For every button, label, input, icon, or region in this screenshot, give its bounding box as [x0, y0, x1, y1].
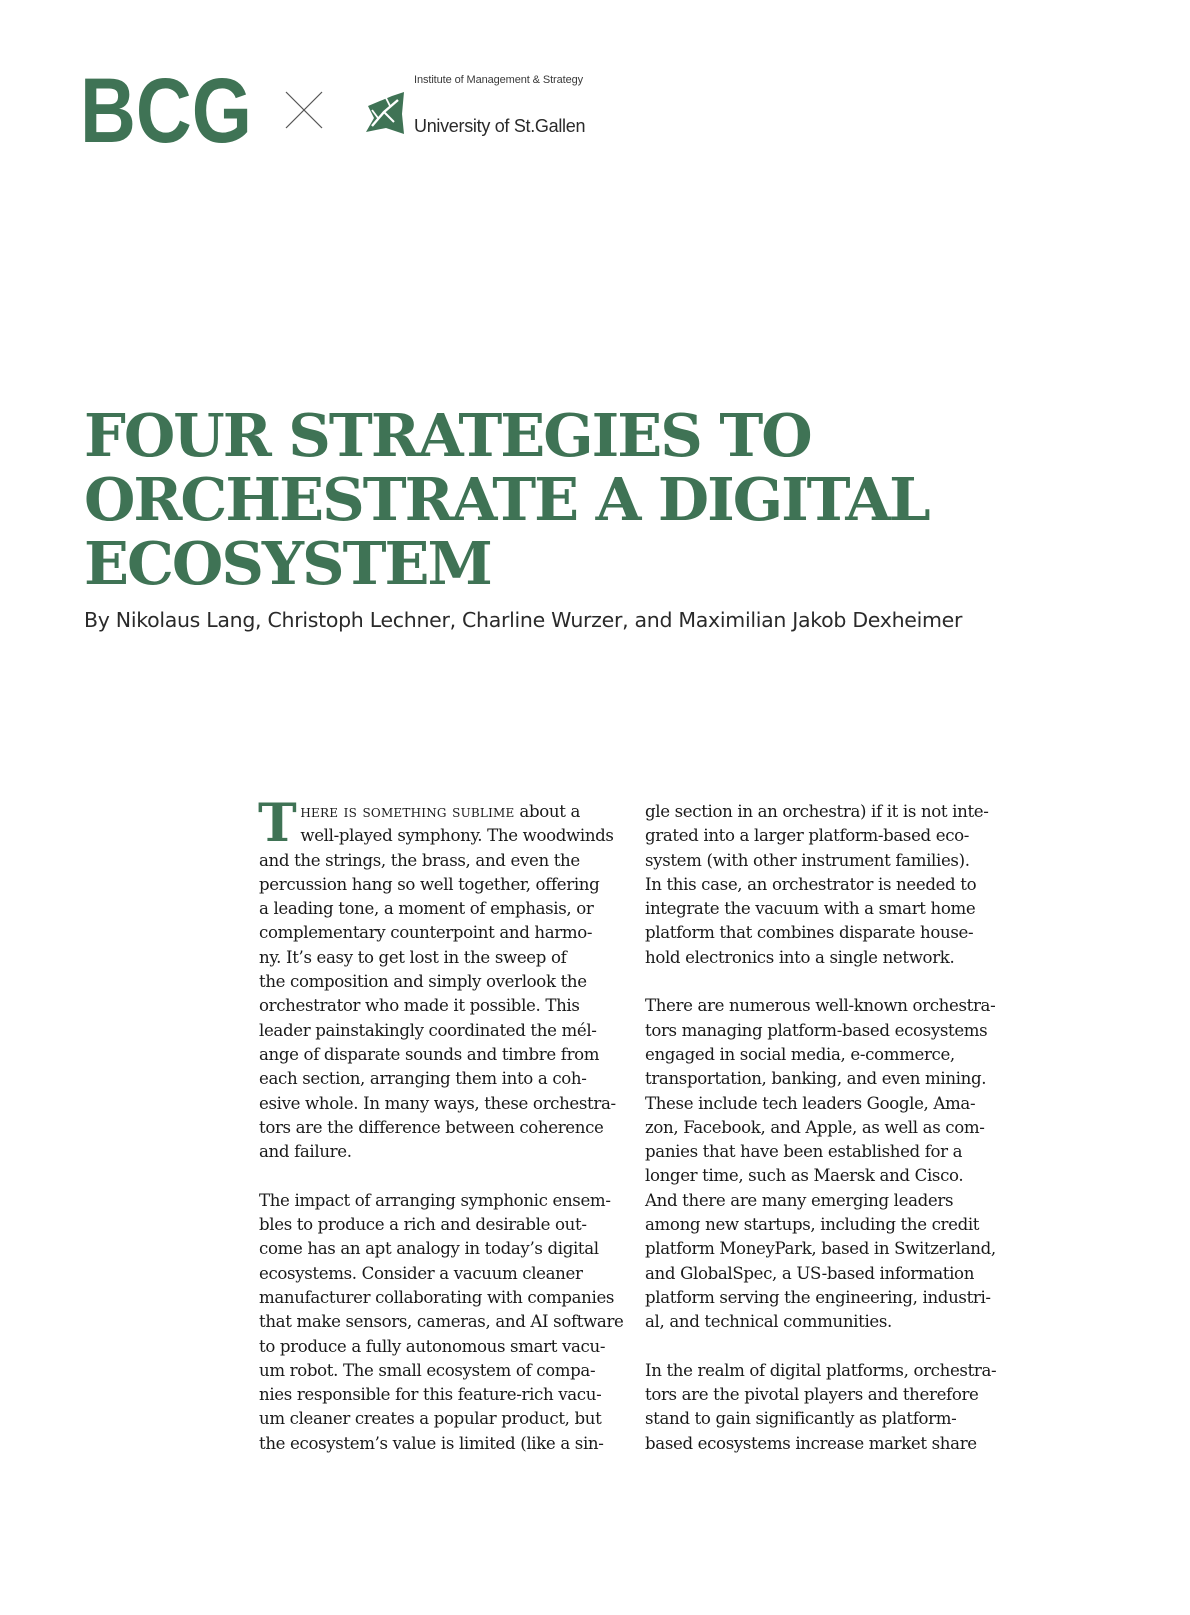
text-line: nies responsible for this feature-rich vacu- [259, 1385, 602, 1405]
body-column-right [645, 800, 1017, 1480]
text-line: tors are the pivotal players and therefore [645, 1385, 979, 1405]
logo-bar [80, 60, 604, 162]
bcg-logo [80, 60, 254, 162]
text-line: and the strings, the brass, and even the [259, 850, 580, 870]
text-line: zon, Facebook, and Apple, as well as com- [645, 1117, 985, 1137]
hsg-institute-label: Institute of Management & Strategy [414, 74, 584, 86]
text-line: transportation, banking, and even mining. [645, 1069, 987, 1089]
text-line: system (with other instrument families). [645, 850, 970, 870]
text-line: leader painstakingly coordinated the mél- [259, 1020, 597, 1040]
text-line: based ecosystems increase market share [645, 1433, 977, 1453]
text-line: and failure. [259, 1142, 352, 1162]
bcg-logo-text: BCG [80, 60, 252, 162]
paragraph [645, 1359, 1017, 1456]
text-line: esive whole. In many ways, these orchestra- [259, 1093, 616, 1113]
title-line: FOUR STRATEGIES TO [84, 401, 811, 470]
text-line: longer time, such as Maersk and Cisco. [645, 1166, 964, 1186]
text-line: al, and technical communities. [645, 1312, 892, 1332]
text-line: orchestrator who made it possible. This [259, 996, 580, 1016]
hsg-university-name: University of St.Gallen [414, 116, 586, 136]
text-line: engaged in social media, e-commerce, [645, 1044, 955, 1064]
paragraph [645, 800, 1017, 970]
text-line: platform that combines disparate house- [645, 923, 974, 943]
text-line: In the realm of digital platforms, orchestra- [645, 1360, 997, 1380]
text-line: well-played symphony. The woodwinds [300, 826, 614, 846]
paragraph [645, 994, 1017, 1334]
text-line: manufacturer collaborating with companies [259, 1287, 615, 1307]
text-line: to produce a fully autonomous smart vacu- [259, 1336, 606, 1356]
text-line: hold electronics into a single network. [645, 947, 955, 967]
text-line: platform serving the engineering, industri- [645, 1287, 991, 1307]
text-line: These include tech leaders Google, Ama- [645, 1093, 976, 1113]
hsg-leaf-icon [364, 92, 408, 136]
drop-cap: T [258, 793, 297, 854]
text-line: ange of disparate sounds and timbre from [259, 1044, 600, 1064]
text-line: panies that have been established for a [645, 1142, 963, 1162]
text-line [259, 800, 631, 824]
text-line: ny. It’s easy to get lost in the sweep of [259, 947, 567, 967]
text-line: come has an apt analogy in today’s digital [259, 1239, 599, 1259]
text-line: integrate the vacuum with a smart home [645, 899, 976, 919]
text-line: um robot. The small ecosystem of compa- [259, 1360, 596, 1380]
title-line: ORCHESTRATE A DIGITAL [84, 465, 929, 534]
text-line: And there are many emerging leaders [645, 1190, 954, 1210]
text-line: The impact of arranging symphonic ensem- [259, 1190, 611, 1210]
text-line: ecosystems. Consider a vacuum cleaner [259, 1263, 583, 1283]
text-line: stand to gain significantly as platform- [645, 1409, 957, 1429]
paragraph [258, 793, 631, 1164]
text-line: tors managing platform-based ecosystems [645, 1020, 988, 1040]
text-line: complementary counterpoint and harmo- [259, 923, 593, 943]
text-segment: about a [514, 802, 580, 821]
text-line: among new startups, including the credit [645, 1215, 980, 1235]
text-line: There are numerous well-known orchestra- [645, 996, 996, 1016]
title-line: ECOSYSTEM [84, 529, 491, 598]
article-title [84, 401, 1124, 598]
text-line: grated into a larger platform-based eco- [645, 826, 970, 846]
text-line: platform MoneyPark, based in Switzerland, [645, 1239, 996, 1259]
text-line: In this case, an orchestrator is needed to [645, 874, 977, 894]
lead-in: here is something sublime [300, 802, 515, 821]
text-line: the ecosystem’s value is limited (like a sin- [259, 1433, 604, 1453]
text-line: a leading tone, a moment of emphasis, or [259, 899, 594, 919]
text-line: tors are the difference between coherence [259, 1117, 604, 1137]
body-column-left [258, 793, 631, 1480]
text-line: bles to produce a rich and desirable out- [259, 1215, 587, 1235]
text-line: um cleaner creates a popular product, but [259, 1409, 602, 1429]
paragraph [259, 1189, 631, 1456]
text-line: gle section in an orchestra) if it is not inte- [645, 802, 989, 821]
text-line: the composition and simply overlook the [259, 972, 587, 992]
byline: By Nikolaus Lang, Christoph Lechner, Charline Wurzer, and Maximilian Jakob Dexheimer [84, 608, 963, 632]
text-line: percussion hang so well together, offering [259, 874, 600, 894]
text-line: and GlobalSpec, a US-based information [645, 1263, 975, 1283]
cross-icon [284, 90, 324, 130]
text-line: each section, arranging them into a coh- [259, 1069, 587, 1089]
text-line: that make sensors, cameras, and AI software [259, 1312, 624, 1332]
